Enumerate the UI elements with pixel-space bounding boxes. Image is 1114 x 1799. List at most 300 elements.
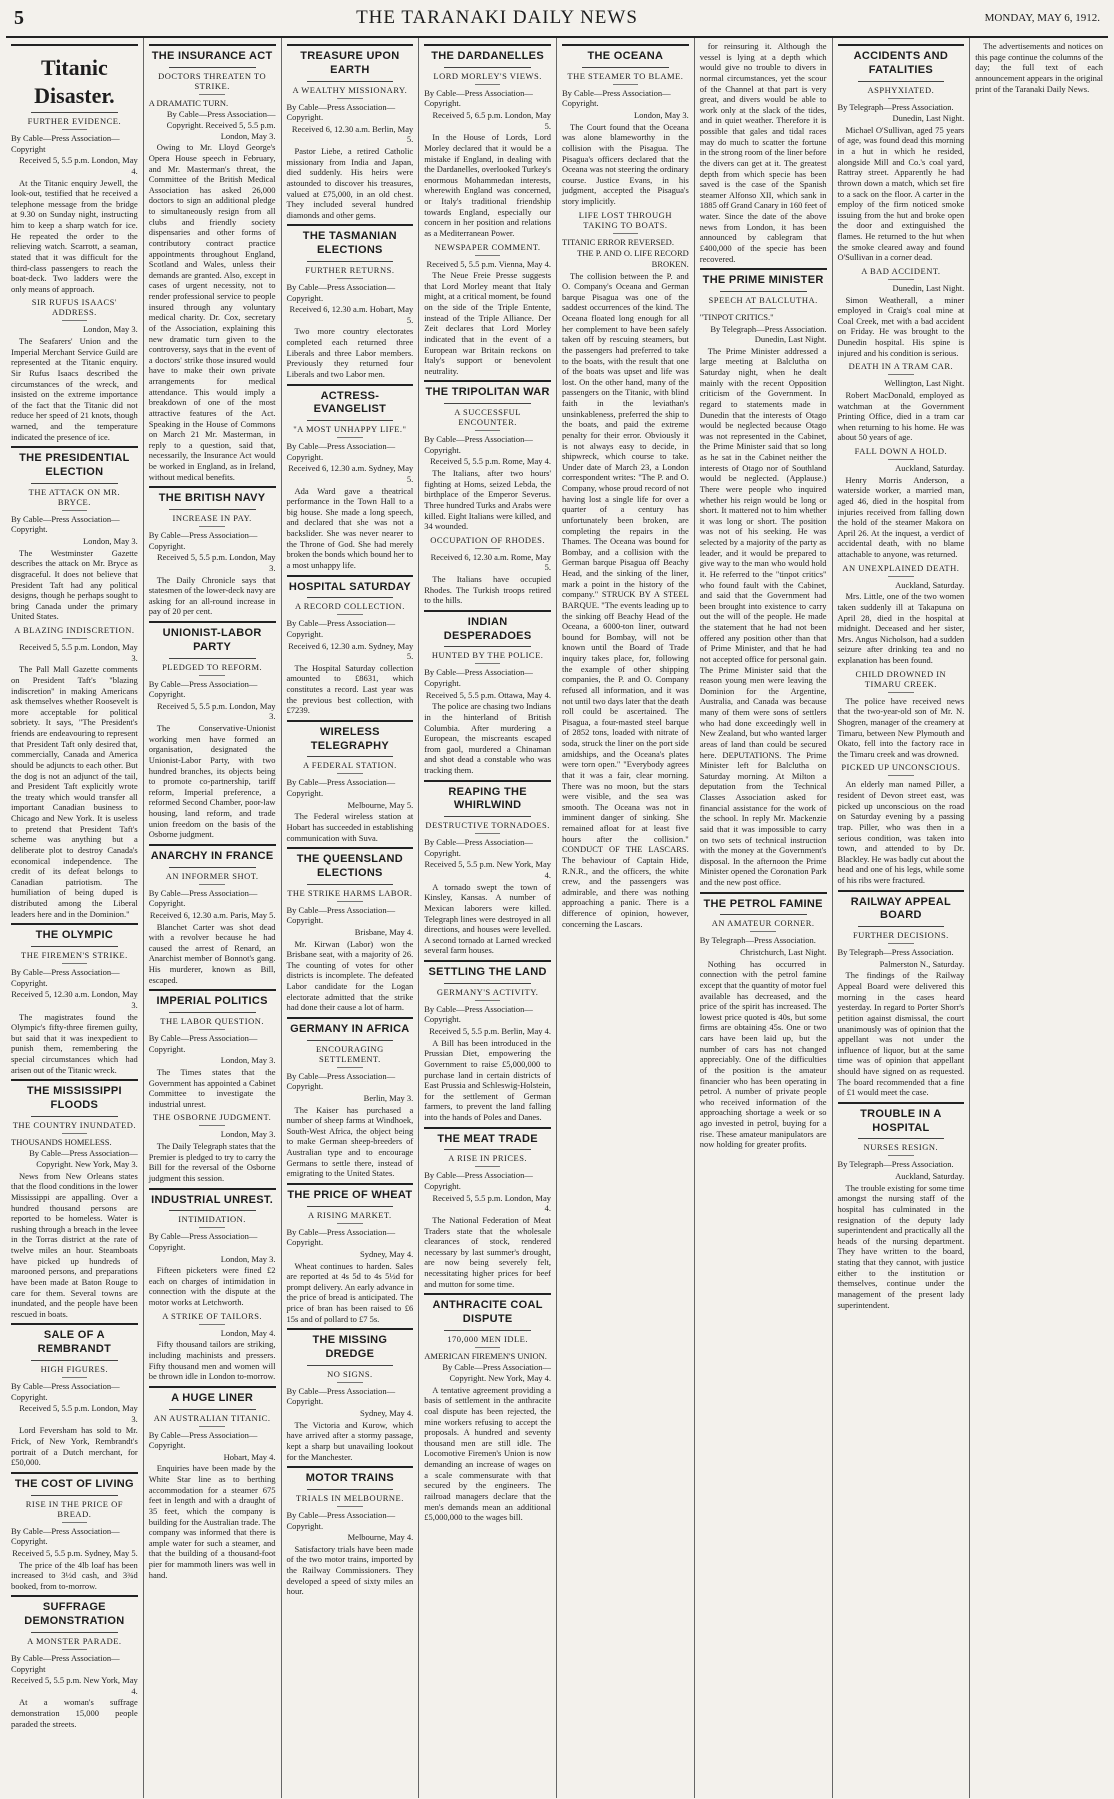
subheading: TRIALS IN MELBOURNE. <box>295 1492 404 1503</box>
dateline-place: Auckland, Saturday. <box>895 579 965 590</box>
article-body: A tornado swept the town of Kinsley, Kansas. A number of Mexican laborers were killed. Telegraph lines were destroyed in all directions, and houses were levelled. A second tornado at Larned wrecked several farm houses. <box>424 881 551 956</box>
subheading: NURSES RESIGN. <box>863 1142 939 1153</box>
dateline-place: THE P. AND O. LIFE RECORD BROKEN. <box>577 248 689 269</box>
article <box>149 1386 276 1581</box>
divider <box>475 663 500 664</box>
dateline: By Cable—Press Association—Copyright. <box>424 1170 533 1191</box>
subheading: ASPHYXIATED. <box>867 84 935 95</box>
dateline: By Cable—Press Association—Copyright. <box>286 1509 396 1531</box>
subheading: SPEECH AT BALCLUTHA. <box>708 294 818 305</box>
dateline-place: Dunedin, Last Night. <box>892 113 965 124</box>
headline-rule <box>444 403 531 404</box>
article-body: The police have received news that the two-year-old son of Mr. N. Shogren, manager of the creamery at Timaru, between New Plymouth and Okato, fell into the factory race in the Timaru creek and was drowned. <box>837 695 965 759</box>
article-body: Michael O'Sullivan, aged 75 years of age, was found dead this morning in a hut in which he resided, alongside Mill and Co.'s coal yard, Rattray street. Apparently he had thrown down a match, which set fire to a sack on the floor. A carter in the employ of the firm noticed smoke issuing from the hut and broke open the door and extinguished the flames. He returned to the hut when the smoke cleared away and found O'Sullivan in a corner dead. <box>837 124 965 263</box>
dateline-place: Received 5, 5.5 p.m. London, May 3. <box>19 1403 138 1424</box>
headline: THE MEAT TRADE <box>437 1132 538 1145</box>
subheading: GERMANY'S ACTIVITY. <box>436 986 539 997</box>
newspaper-title: THE TARANAKI DAILY NEWS <box>356 7 638 28</box>
section-rule <box>700 892 827 894</box>
article <box>838 1102 965 1310</box>
article-body: The Daily Telegraph states that the Premier is pledged to try to carry the Bill for the reversal of the Osborne judgment this session. <box>148 1141 276 1183</box>
dateline: By Cable—Press Association—Copyright. <box>286 1070 396 1092</box>
divider <box>475 1166 500 1167</box>
headline-rule <box>169 1409 256 1410</box>
column-6 <box>695 38 833 1798</box>
section-rule <box>838 44 965 46</box>
subheading: THE STRIKE HARMS LABOR. <box>287 887 413 898</box>
dateline-place: Auckland, Saturday. <box>895 463 965 473</box>
headline: REAPING THE WHIRLWIND <box>448 785 527 812</box>
article <box>149 1311 276 1382</box>
article-body: Two more country electorates completed each returned three Liberals and three Labor members. Previously they returned four Liberals and two Labor men. <box>286 326 414 379</box>
headline: SUFFRAGE DEMONSTRATION <box>24 1601 125 1628</box>
subheading: THE ATTACK ON MR. BRYCE. <box>28 486 121 507</box>
headline: THE OLYMPIC <box>35 929 114 942</box>
dateline-place: By Telegraph—Press Association. Dunedin, Last Night. <box>710 323 827 345</box>
headline: WIRELESS TELEGRAPHY <box>310 725 389 752</box>
subheading: A RISE IN PRICES. <box>448 1153 528 1164</box>
article <box>838 890 965 1098</box>
dateline-place: Auckland, Saturday. <box>895 1171 965 1181</box>
dateline-place: London, May 3. <box>82 324 138 335</box>
divider <box>199 1227 224 1228</box>
article-body: The Victoria and Kurow, which have arrived after a stormy passage, kept a sharp but unavailing lookout for the Manchester. <box>286 1419 414 1462</box>
article-body: Blanchet Carter was shot dead with a revolver because he had caused the arrest of Renard, an Anarchist member of Bonnot's gang. His murderer, known as Bill, escaped. <box>148 921 276 985</box>
headline: THE BRITISH NAVY <box>158 492 266 505</box>
headline-rule <box>582 67 669 68</box>
article-body: Pastor Liebe, a retired Catholic missionary from India and Japan, died suddenly. His heirs were astounded to discover his treasures, valued at £75,000, in an old chest. They included several hundred diamonds and other gems. <box>286 146 414 220</box>
article-body: The collision between the P. and O. Company's Oceana and German barque Pisagua was one of the saddest occurrences of the kind. The Oceana floated long enough for all her complement to have been safely taken off by rescuing steamers, but the passengers had preferred to take to the boats, with the result that one of the boats was upset and life was lost. On the other hand, many of the passengers on the Titanic, with blind faith in the leviathan's unsinkableness, preferred the ship to the boats, and paid the extreme penalty for their error. Obviously it is not always easy to decide, in shipwreck, which course to take. Under date of March 23, a London correspondent writes: "The P. and O. Company, whose proud record of not having lost a single life for over a quarter of a century has unfortunately been broken, are completing the repairs in the Thames. The Oceana was bound for Bombay, and a collision with the German barque Pisagua off Beachy Head, and the sinking of the liner, mark a point in the history of the company." STRUCK BY A STEEL BARQUE. "The events leading up to the sinking off Beachy Head of the Oceana, a 6000-ton liner, outward bound for Bombay, will not be known until the Board of Trade inquiry takes place, for, following the example of other shipping companies, the P. and O. Company refused all information, and it was not until two days later that the death roll could be ascertained. The Pisagua, a four-masted steel barque of 2852 tons, loaded with nitrate of soda, struck the liner on the port side amidships, and the Oceana's plates were torn open." "Everybody agrees that it was a fair, clear morning. There was no moon, but the stars were visible, and the sea was smooth. The Oceana was not in imminent danger of sinking. She remained afloat for at least five hours after the collision." CONDUCT OF THE LASCARS. The behaviour of Captain Hide, R.N.R., and the officers, the white crew, and the passengers was admirable, and there was nothing approaching a panic. There is a difference of opinion, however, concerning the Lascars. <box>562 270 689 929</box>
divider <box>888 692 913 693</box>
subheading: INTIMIDATION. <box>178 1214 246 1225</box>
article <box>11 1595 138 1729</box>
headline: TROUBLE IN A HOSPITAL <box>860 1107 942 1134</box>
section-rule <box>149 621 276 623</box>
subheading: AN INFORMER SHOT. <box>165 870 259 881</box>
dateline-place: Hobart, May 4. <box>223 1451 276 1462</box>
article-body: Enquiries have been made by the White Star line as to berthing accommodation for a steamer 675 feet in length and with a draught of 35 feet, which the company is building for the Australian trade. The company was informed that there is ample water for such a steamer, and that the building of a thousand-foot pier for mammoth liners was well in hand. <box>148 1463 276 1580</box>
dateline-place: London, May 4. <box>220 1327 276 1338</box>
dateline: THOUSANDS HOMELESS. <box>11 1136 112 1147</box>
section-rule <box>424 44 551 46</box>
dateline-place: By Cable—Press Association—Copyright. New York, May 4. <box>442 1362 551 1383</box>
article-body: The Kaiser has purchased a number of sheep farms at Windhoek, South-West Africa, the object being to make German sheep-breeders of Australian type and to encourage Germans to settle there, instead of emigrating to the United States. <box>286 1104 414 1179</box>
headline-rule <box>31 112 118 113</box>
headline-rule <box>307 1489 394 1490</box>
dateline: By Cable—Press Association—Copyright. <box>424 837 533 858</box>
divider <box>199 1324 224 1325</box>
divider <box>475 1347 500 1348</box>
dateline: By Cable—Press Association—Copyright. <box>286 618 396 639</box>
article <box>149 1112 276 1183</box>
dateline-place: London, May 3. <box>633 110 689 120</box>
subheading: HIGH FIGURES. <box>40 1363 109 1374</box>
headline-rule <box>169 658 256 659</box>
headline-rule <box>31 1632 118 1633</box>
divider <box>750 931 775 932</box>
article <box>11 1079 138 1319</box>
dateline-place: Received 6, 12.30 a.m. Berlin, May 5. <box>291 123 414 145</box>
article-body: The Prime Minister addressed a large meeting at Balclutha on Saturday night, when he dealt mainly with the recent Opposition criticism of the Government. In regard to statements made in Dunedin that the interests of Otago would be neglected because Otago was not represented in the Cabinet, the Prime Minister said that so long as he sat in the Cabinet neither the interests of Otago nor of Southland would be neglected. (Applause.) There were people who inquired whether his reign would be long or short. It mattered not to him whether it was long or short. The position was not of his seeking. He was selected by a majority of the party as leader, and it would be prepared to give way to the man who would hold it. He referred to the "tinpot critics" who found fault with the Cabinet, and said that the Government had been brought into existence to carry out the will of the people. He made the statement that he had not been offered any position other than that of Prime Minister, and that he had not accepted office for personal gain. The Prime Minister said that the reason young men were leaving the Dominion for the Argentine, Australia, and Canada was because many of them were sons of settlers who had done exceedingly well in New Zealand, but who wanted larger areas of land than could be secured here. DEPUTATIONS. The Prime Minister left for Balclutha on Saturday morning. At Milton a deputation from the Technical Classes Association asked for financial assistance for the work of the school. In reply Mr. Mackenzie said that it was impossible to carry on two sets of technical instruction with the money at the Government's disposal. In the afternoon the Prime Minister opened the Coronation Park and the new post office. <box>699 345 827 887</box>
dateline-place: Christchurch, Last Night. <box>740 947 827 957</box>
headline: TREASURE UPON EARTH <box>300 50 400 76</box>
column-2 <box>144 38 282 1798</box>
dateline: By Cable—Press Association—Copyright. <box>286 777 396 798</box>
article-body: Wheat continues to harden. Sales are reported at 4s 5d to 4s 5½d for prompt delivery. An early advance in the price of bread is anticipated. The price of bran has been raised to £6 15s and of pollard to £7 5s. <box>286 1260 414 1324</box>
headline-rule <box>858 926 945 927</box>
subheading: DESTRUCTIVE TORNADOES. <box>425 820 550 831</box>
article <box>149 989 276 1109</box>
headline-rule <box>169 509 256 510</box>
article <box>975 41 1103 94</box>
article-body: Nothing has occurred in connection with the petrol famine except that the quantity of motor fuel available has decreased, and the price of the spirit has increased. The lowest price quoted is 40s, but some firms are obtaining 45s. One or two cars have been laid up, but the number of cars has not changed appreciably. One of the difficulties of the position is the amateur financier who has been operating in petrol. A number of private people who received information of the approaching shortage a week or so ago invested in petrol, buying for a rise. These amateur manipulators are now holding for greater profits. <box>699 958 827 1150</box>
section-rule <box>149 486 276 488</box>
subheading: AN AMATEUR CORNER. <box>711 918 815 929</box>
column-1 <box>6 38 144 1798</box>
headline-rule <box>858 1138 945 1139</box>
divider <box>62 638 87 639</box>
section-rule <box>424 380 551 382</box>
headline: INDUSTRIAL UNREST. <box>151 1193 274 1206</box>
dateline-place: Received 6, 12.30 a.m. Sydney, May 5. <box>288 463 414 484</box>
article <box>11 1323 138 1468</box>
subheading: NEWSPAPER COMMENT. <box>434 241 541 252</box>
headline: Titanic Disaster. <box>34 55 115 108</box>
subheading: FURTHER RETURNS. <box>305 264 395 275</box>
divider <box>337 1223 362 1224</box>
dateline: By Telegraph—Press Association. <box>837 947 954 958</box>
subheading: DEATH IN A TRAM CAR. <box>848 361 954 372</box>
dateline-place: Received 5, 5.5 p.m. Vienna, May 4. <box>426 258 551 269</box>
subheading: FURTHER EVIDENCE. <box>27 116 122 126</box>
article-body: At a woman's suffrage demonstration 15,000 people paraded the streets. <box>11 1697 138 1729</box>
article <box>424 960 551 1123</box>
article <box>149 621 276 840</box>
article <box>562 210 689 930</box>
section-rule <box>149 989 276 991</box>
divider <box>475 255 500 256</box>
headline: THE MISSISSIPPI FLOODS <box>26 1085 122 1111</box>
article <box>287 1328 414 1462</box>
article <box>424 610 551 776</box>
subheading: RISE IN THE PRICE OF BREAD. <box>25 1498 123 1519</box>
dateline-place: Received 5, 5.5 p.m. Berlin, May 4. <box>429 1026 551 1036</box>
dateline-place: Received 5, 6.5 p.m. London, May 5. <box>432 110 551 131</box>
section-rule <box>838 890 965 892</box>
dateline: By Cable—Press Association—Copyright. <box>148 1429 258 1451</box>
dateline-place: Received 5, 5.5 p.m. New York, May 4. <box>424 859 551 880</box>
dateline-place: Received 6, 12.30 a.m. Sydney, May 5. <box>288 640 414 662</box>
headline-rule <box>31 483 118 484</box>
article-body: The police are chasing two Indians in the hinterland of British Columbia. After murdering a European, the miscreants escaped from gaol, murdered a Chinaman and shot dead a constable who was tracking them. <box>424 701 551 775</box>
article <box>700 41 827 264</box>
article <box>838 669 965 760</box>
column-8 <box>970 38 1108 1798</box>
article <box>562 44 689 207</box>
dateline-place: Sydney, May 4. <box>359 1248 414 1259</box>
section-rule <box>287 224 414 226</box>
dateline: By Cable—Press Association—Copyright <box>11 133 120 154</box>
article-body: The trouble existing for some time amongst the nursing staff of the hospital has culminated in the resignation of the deputy lady superintendent and practically all the heads of the nursing department. They have written to the board, stating that they cannot, with justice either to the institution or themselves, continue under the management of the present lady superintendent. <box>837 1182 965 1310</box>
divider <box>613 233 638 234</box>
dateline-place: Received 5, 5.5 p.m. London, May 3. <box>19 642 138 663</box>
subheading: FALL DOWN A HOLD. <box>854 446 948 456</box>
headline-rule <box>444 67 531 68</box>
headline-rule <box>307 420 394 421</box>
headline-rule <box>31 1495 118 1496</box>
dateline: By Cable—Press Association—Copyright. <box>11 1525 120 1547</box>
dateline-place: Received 5, 5.5 p.m. London, May 3. <box>156 700 276 722</box>
divider <box>888 1155 913 1156</box>
dateline: By Telegraph—Press Association. <box>699 935 816 946</box>
divider <box>199 675 224 676</box>
article-body: The Hospital Saturday collection amounted to £8631, which constitutes a record. Last year was the previous best collection, with £7239. <box>286 662 414 716</box>
dateline-place: Received 5, 5.5 p.m. Sydney, May 5. <box>12 1547 138 1558</box>
headline: THE TRIPOLITAN WAR <box>425 386 550 399</box>
headline: THE OCEANA <box>587 50 664 62</box>
headline: GERMANY IN AFRICA <box>290 1022 410 1035</box>
subheading: THE OSBORNE JUDGMENT. <box>153 1112 272 1123</box>
subheading: THE FIREMEN'S STRIKE. <box>21 950 128 960</box>
divider <box>888 943 913 944</box>
dateline-place: Received 5, 5.5 p.m. London, May 4. <box>19 155 138 176</box>
headline: THE COST OF LIVING <box>14 1477 134 1490</box>
article-columns <box>6 38 1108 1798</box>
headline: THE PRESIDENTIAL ELECTION <box>19 452 130 478</box>
article <box>287 575 414 716</box>
divider <box>337 278 362 279</box>
column-3 <box>282 38 420 1798</box>
section-rule <box>287 1017 414 1019</box>
article-body: The Italians have occupied Rhodes. The Turkish troops retired to the hills. <box>424 574 551 606</box>
divider <box>750 308 775 309</box>
article <box>287 720 414 843</box>
dateline-place: Dunedin, Last Night. <box>892 282 965 293</box>
headline: A HUGE LINER <box>171 1391 254 1404</box>
divider <box>475 84 500 85</box>
divider <box>475 1000 500 1001</box>
dateline: By Cable—Press Association—Copyright. <box>148 887 258 909</box>
divider <box>337 1382 362 1383</box>
divider <box>337 1067 362 1068</box>
divider <box>199 526 224 527</box>
headline: ANARCHY IN FRANCE <box>150 849 274 862</box>
headline: THE TASMANIAN ELECTIONS <box>302 230 397 257</box>
headline: THE MISSING DREDGE <box>312 1334 388 1360</box>
section-rule <box>287 575 414 577</box>
section-rule <box>287 1328 414 1330</box>
divider <box>62 1377 87 1378</box>
section-rule <box>562 44 689 46</box>
subheading: LORD MORLEY'S VIEWS. <box>433 70 542 81</box>
section-rule <box>424 610 551 612</box>
headline-rule <box>444 983 531 984</box>
dateline: By Cable—Press Association—Copyright. <box>286 1226 396 1248</box>
headline: SALE OF A REMBRANDT <box>37 1329 112 1356</box>
dateline: By Cable—Press Association—Copyright. <box>148 530 258 551</box>
article-body: Mr. Kirwan (Labor) won the Brisbane seat, with a majority of 26. The counting of votes for other districts is incomplete. The defeated Labor candidate for the Logan electorate admitted that the strike had done their cause a lot of harm. <box>286 938 414 1013</box>
headline-rule <box>858 81 945 82</box>
headline: SETTLING THE LAND <box>428 966 547 978</box>
article-body: The Court found that the Oceana was alone blameworthy in the collision with the Pisagua. The Pisagua's officers declared that the Oceana was not steering the ordinary course. Justice Evans, in his judgment, accepted the Pisagua's story implicitly. <box>562 121 689 206</box>
dateline: By Cable—Press Association—Copyright. <box>148 1033 258 1054</box>
headline: RAILWAY APPEAL BOARD <box>850 895 952 922</box>
section-rule <box>11 1323 138 1325</box>
section-rule <box>700 268 827 270</box>
article-body: At the Titanic enquiry Jewell, the look-out, testified that he received a telephone message from the bridge at 9.30 on Sunday night, instructing him to keep a sharp watch for ice. He repeated the order to the relieving watch. Scarrott, a seaman, stated that it was difficult for the third-class passengers to reach the boat-deck. Two ladders were the only means of approach. <box>11 177 138 294</box>
article-body: The Federal wireless station at Hobart has succeeded in establishing communication with Suva. <box>286 811 414 843</box>
article-body: The advertisements and notices on this page continue the columns of the day; the full text of each announcement appears in the original print of the Taranaki Daily News. <box>975 41 1103 94</box>
dateline: By Cable—Press Association—Copyright. <box>424 667 533 688</box>
divider <box>888 775 913 776</box>
divider <box>475 430 500 431</box>
article <box>287 384 414 571</box>
headline: IMPERIAL POLITICS <box>156 995 268 1008</box>
article <box>287 1466 414 1597</box>
dateline-place: Received 5, 5.5 p.m. New York, May 4. <box>11 1675 138 1696</box>
article-body: News from New Orleans states that the flood conditions in the lower Mississippi are appalling. Over a hundred thousand persons are reported to be homeless. Water is rushing through a breach in the levee in the Torras district at the rate of twelve miles an hour. Steamboats have picked up hundreds of marooned persons, and preparations have been made at Baton Rouge to care for them. Several towns are inundated, and the people have been rescued in boats. <box>11 1170 138 1319</box>
dateline: A DRAMATIC TURN. <box>148 97 229 108</box>
dateline: By Cable—Press Association—Copyright. <box>11 967 120 988</box>
subheading: A RISING MARKET. <box>308 1209 392 1220</box>
article <box>424 1127 551 1290</box>
subheading: A BAD ACCIDENT. <box>861 265 941 276</box>
headline-rule <box>720 914 807 915</box>
divider <box>199 1125 224 1126</box>
subheading: A BLAZING INDISCRETION. <box>14 625 135 635</box>
article-body: Owing to Mr. Lloyd George's Opera House speech in February, and Mr. Masterman's threat, the Committee of the British Medical Association has asked 26,000 doctors to sign an additional pledge to simultaneously resign from all clubs and friendly society dispensaries and other forms of contributory contract practice appointments throughout England, Scotland and Wales, unless their demands are granted. Also, except in cases of urgent necessity, not to render professional service to people insured through any voluntary medical charity. Dr. Cox, secretary of the Association, explaining this new dramatic turn given to the controversy, says that in the event of a doctors' strike those insured would have to make their own private arrangements for medical attendance. This would imply a breakdown of one of the most attractive features of the Act. Speaking in the House of Commons on March 21 Mr. Masterman, in reply to a question, said that, necessarily, the Insurance Act would be worked in England, as in Ireland, without medical benefits. <box>148 142 276 482</box>
article-body: An elderly man named Piller, a resident of Devon street east, was picked up unconscious on the road on Saturday evening by a passing trap. Piller, who was then in a serious condition, was taken into town, and attended to by Dr. Blackley. He was badly cut about the head and one of his legs, while some of his ribs were fractured. <box>837 779 965 885</box>
dateline: By Cable—Press Association—Copyright. <box>562 87 671 109</box>
section-rule <box>149 1188 276 1190</box>
section-rule <box>287 720 414 722</box>
headline-rule <box>307 1206 394 1207</box>
article <box>11 625 138 919</box>
subheading: ENCOURAGING SETTLEMENT. <box>315 1043 384 1064</box>
headline-rule <box>444 1330 531 1331</box>
section-rule <box>11 44 138 46</box>
headline-rule <box>307 1365 394 1366</box>
section-rule <box>11 1472 138 1474</box>
dateline-place: Sydney, May 4. <box>359 1408 414 1418</box>
dateline: By Cable—Press Association—Copyright. <box>148 1231 258 1252</box>
dateline: By Cable—Press Association—Copyright. <box>286 441 396 462</box>
section-rule <box>11 1079 138 1081</box>
article-body: A Bill has been introduced in the Prussian Diet, empowering the Government to raise £5,000,000 to purchase land in certain districts of East Prussia and Schleswig-Holstein, for the settlement of German farmers, to prevent the land falling into the hands of Poles and Danes. <box>424 1037 551 1122</box>
headline: INDIAN DESPERADOES <box>443 615 532 642</box>
article-body: Fifteen picketers were fined £2 each on charges of intimidation in connection with the dispute at the motor works at Letchworth. <box>148 1265 276 1307</box>
article-body: Simon Weatherall, a miner employed in Craig's coal mine at Coal Creek, met with a bad accident on Friday. He was brought to the Dunedin hospital. His spine is injured and his condition is serious. <box>837 294 965 358</box>
article-body: Robert MacDonald, employed as watchman at the Government Printing Office, died in a tram car when returning to his home. He was about 50 years of age. <box>837 389 965 443</box>
dateline-place: Received 5, 5.5 p.m. Ottawa, May 4. <box>425 689 551 700</box>
article <box>149 486 276 617</box>
section-rule <box>424 780 551 782</box>
dateline: "TINPOT CRITICS." <box>699 311 774 322</box>
article <box>149 44 276 482</box>
headline: ACTRESS-EVANGELIST <box>313 389 387 416</box>
divider <box>62 129 87 130</box>
article <box>287 847 414 1013</box>
article-body: In the House of Lords, Lord Morley declared that it would be a mistake if England, in dealing with the Dardanelles, overlooked Turkey's enormous Mohammedan interests, wherewith England was concerned, or Italy's traditional friendship towards England, especially our concern in her position and relations as a Mediterranean Power. <box>424 132 551 238</box>
headline-rule <box>307 756 394 757</box>
divider <box>62 1133 87 1134</box>
dateline-place: Melbourne, May 4. <box>347 1532 414 1543</box>
dateline-place: Received 5, 5.5 p.m. London, May 3. <box>156 552 276 573</box>
subheading: THE STEAMER TO BLAME. <box>567 70 684 81</box>
dateline-place: Brisbane, May 4. <box>354 926 414 937</box>
article-body: for reinsuring it. Although the vessel is lying at a depth which would give no trouble to divers in normal circumstances, yet the scour of the Channel at that part is very great, and divers would be able to work only at the slack of the tides, and in quiet weather. Therefore it is possible that gales and tidal races may do much to scatter the fortune in the strong room of the liner before the divers can get at it. The greatest depth from which specie has been saved is the case of the Spanish steamer Alfonso XII, which sank in 1885 off Grand Canary in 160 feet of water. Since the date of the above news from London, it has been announced by cablegram that £400,000 of the specie has been recovered. <box>699 41 827 264</box>
article-body: The Seafarers' Union and the Imperial Merchant Service Guild are represented at the Titanic enquiry. Sir Rufus Isaacs described the circumstances of the wreck, and insisted on the extreme importance of the fact that the Titanic did not reduce her speed of 21 knots, though warned, and the temperature indicated the presence of ice. <box>11 336 138 442</box>
article-body: The National Federation of Meat Traders state that the wholesale clearances of stock, rendered necessary by last summer's drought, are now being severely felt, necessitating higher prices for beef and mutton for some time. <box>424 1214 551 1289</box>
article <box>11 44 138 294</box>
divider <box>62 1649 87 1650</box>
headline: THE QUEENSLAND ELECTIONS <box>296 853 403 879</box>
dateline: By Cable—Press Association—Copyright. <box>286 101 396 123</box>
subheading: LIFE LOST THROUGH TAKING TO BOATS. <box>578 209 672 230</box>
article <box>11 446 138 622</box>
headline-rule <box>31 946 118 947</box>
column-5 <box>557 38 695 1798</box>
divider <box>62 510 87 511</box>
headline-rule <box>307 81 394 82</box>
article <box>11 1472 138 1592</box>
subheading: PLEDGED TO REFORM. <box>162 661 263 672</box>
article-body: Henry Morris Anderson, a waterside worker, a married man, aged 46, died in the hospital from injuries received from falling down the hold of the steamer Makora on April 26. At the inquest, a verdict of accidental death, with no blame attachable to anyone, was returned. <box>837 474 965 559</box>
subheading: A MONSTER PARADE. <box>27 1635 122 1646</box>
subheading: A RECORD COLLECTION. <box>294 601 405 612</box>
headline-rule <box>31 1360 118 1361</box>
article <box>11 297 138 442</box>
article-body: The Daily Chronicle says that statesmen of the lower-deck navy are asking for an all-round increase in pay of 20 per cent. <box>148 574 276 617</box>
column-4 <box>419 38 557 1798</box>
subheading: HUNTED BY THE POLICE. <box>431 650 544 661</box>
section-rule <box>287 847 414 849</box>
subheading: A FEDERAL STATION. <box>303 760 397 771</box>
headline-rule <box>169 867 256 868</box>
dateline-place: By Cable—Press Association—Copyright. Received 5, 5.5 p.m. London, May 3. <box>166 109 276 141</box>
dateline: By Cable—Press Association—Copyright. <box>11 1380 120 1402</box>
article-body: Fifty thousand tailors are striking, including machinists and pressers. Fifty thousand men and women will be thrown idle in London to-morrow. <box>148 1339 276 1382</box>
headline-rule <box>307 597 394 598</box>
headline: THE PRICE OF WHEAT <box>287 1188 413 1201</box>
article-body: The findings of the Railway Appeal Board were delivered this morning in the cases heard yesterday. In regard to Porter Shorr's petition against dismissal, the court unanimously was of opinion that the appellant was not under the influence of liquor, but at the same time was of opinion that appellant should have signed on as requested. The board recommended that a fine of £1 would meet the case. <box>837 970 965 1098</box>
article <box>149 1188 276 1308</box>
subheading: "A MOST UNHAPPY LIFE." <box>293 424 407 434</box>
section-rule <box>11 1595 138 1597</box>
dateline: By Cable—Press Association—Copyright. <box>424 434 533 455</box>
subheading: NO SIGNS. <box>327 1368 373 1379</box>
article-body: The Conservative-Unionist working men have formed an organisation, designated the Unionist-Labor Party, with two hundred branches, its objects being to promote co-partnership, tariff reform, Imperial preference, a reformed Second Chamber, poor-law housing, land reform, and trade union freedom on the basis of the Osborne judgment. <box>148 723 276 840</box>
divider <box>199 1029 224 1030</box>
section-rule <box>287 1183 414 1185</box>
article <box>287 44 414 220</box>
headline: ACCIDENTS AND FATALITIES <box>853 50 949 76</box>
dateline: AMERICAN FIREMEN'S UNION. <box>424 1350 547 1361</box>
dateline-place: Berlin, May 3. <box>363 1092 414 1103</box>
divider <box>888 459 913 460</box>
article <box>424 44 551 239</box>
section-rule <box>11 446 138 448</box>
article <box>149 844 276 985</box>
subheading: INCREASE IN PAY. <box>172 513 252 523</box>
divider <box>475 548 500 549</box>
article-body: Lord Feversham has sold to Mr. Frick, of New York, Rembrandt's portrait of a Dutch merchant, for £50,000. <box>11 1425 138 1468</box>
dateline: By Cable—Press Association—Copyright. <box>286 281 396 303</box>
headline: THE DARDANELLES <box>431 50 544 62</box>
divider <box>475 833 500 834</box>
article-body: Satisfactory trials have been made of the two motor trains, imported by the Railway Commissioners. They developed a speed of sixty miles an hour. <box>286 1543 414 1597</box>
headline: ANTHRACITE COAL DISPUTE <box>432 1299 543 1325</box>
